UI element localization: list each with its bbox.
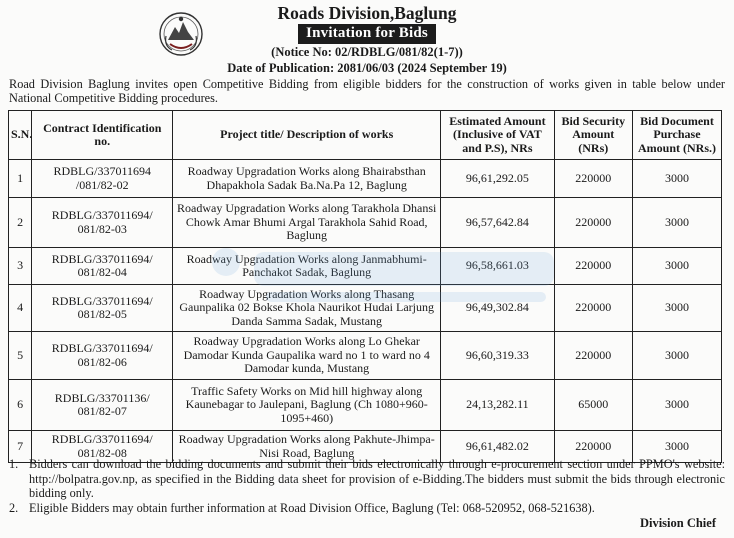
cell-sn: 3 xyxy=(9,248,32,285)
note-text: Eligible Bidders may obtain further information at Road Division Office, Baglung (Tel: 068-520952, 068-521638). xyxy=(29,500,595,515)
cell-estimated-amount: 96,60,319.33 xyxy=(441,332,554,380)
table-row xyxy=(9,198,722,248)
notes-section xyxy=(9,457,725,515)
cell-estimated-amount: 96,61,292.05 xyxy=(441,160,554,198)
note-item xyxy=(9,501,725,516)
note-item xyxy=(9,457,725,501)
cell-project-title: Roadway Upgradation Works along Pakhute-Jhimpa-Nisi Road, Baglung xyxy=(173,431,441,463)
header-project: Project title/ Description of works xyxy=(173,111,441,160)
publication-date: Date of Publication: 2081/06/03 (2024 September 19) xyxy=(227,61,507,75)
cell-sn: 7 xyxy=(9,431,32,463)
cell-document-fee: 3000 xyxy=(632,332,721,380)
note-number: 1. xyxy=(9,457,19,471)
cell-contract-id xyxy=(32,285,173,332)
cell-project-title: Roadway Upgradation Works along Bhairabsthan Dhapakhola Sadak Ba.Na.Pa 12, Baglung xyxy=(173,160,441,198)
header-contract-id: Contract Identification no. xyxy=(32,111,173,160)
cell-contract-id xyxy=(32,160,173,198)
cell-bid-security: 220000 xyxy=(554,248,632,285)
contract-id-line: RDBLG/33701136/ xyxy=(54,390,150,405)
cell-sn: 1 xyxy=(9,160,32,198)
contract-id-line: RDBLG/337011694/ xyxy=(51,251,153,266)
contract-id-line: RDBLG/337011694/ xyxy=(51,432,153,447)
contract-id-line: 081/82-07 xyxy=(77,404,127,418)
note-text: Bidders can download the bidding documents and submit their bids electronically through e-procurement section under PPMO's website: http://bolpatra.gov.np, as specified in the Bidding data sheet for provision of e-Bidding.The bidders must submit the bids through electronic bidding only. xyxy=(29,457,725,501)
table-row xyxy=(9,332,722,380)
cell-project-title: Roadway Upgradation Works along Lo Ghekar Damodar Kunda Gaupalika ward no 1 to ward no 4 Damodar kunda, Mustang xyxy=(173,332,441,380)
cell-sn: 6 xyxy=(9,380,32,431)
cell-bid-security: 220000 xyxy=(554,431,632,463)
intro-paragraph: Road Division Baglung invites open Competitive Bidding from eligible bidders for the construction of works given in table below under National Competitive Bidding procedures. xyxy=(9,77,725,105)
cell-project-title: Roadway Upgradation Works along Tarakhola Dhansi Chowk Amar Bhumi Argal Tarakhola Sahid Road, Baglung xyxy=(173,198,441,248)
office-name: Roads Division,Baglung xyxy=(277,3,457,23)
cell-project-title: Traffic Safety Works on Mid hill highway along Kaunebagar to Jaulepani, Baglung (Ch 1080+960-1095+460) xyxy=(173,380,441,431)
table-row xyxy=(9,380,722,431)
cell-bid-security: 65000 xyxy=(554,380,632,431)
title-banner xyxy=(0,24,734,44)
contract-id-line: RDBLG/337011694/ xyxy=(51,341,153,356)
cell-sn: 4 xyxy=(9,285,32,332)
cell-document-fee: 3000 xyxy=(632,431,721,463)
cell-contract-id xyxy=(32,332,173,380)
cell-estimated-amount: 96,58,661.03 xyxy=(441,248,554,285)
note-number: 2. xyxy=(9,500,19,515)
table-row xyxy=(9,160,722,198)
notice-title: Invitation for Bids xyxy=(298,24,436,44)
header-estimated: Estimated Amount (Inclusive of VAT and P.S), NRs xyxy=(441,111,554,160)
cell-bid-security: 220000 xyxy=(554,198,632,248)
table-row xyxy=(9,285,722,332)
contract-id-line: 081/82-06 xyxy=(77,354,127,369)
contract-id-line: /081/82-02 xyxy=(75,177,129,192)
cell-contract-id xyxy=(32,198,173,248)
cell-document-fee: 3000 xyxy=(632,198,721,248)
table-header-row xyxy=(9,111,722,160)
contract-id-line: 081/82-08 xyxy=(77,445,127,460)
cell-document-fee: 3000 xyxy=(632,248,721,285)
cell-estimated-amount: 96,57,642.84 xyxy=(441,198,554,248)
table-row xyxy=(9,248,722,285)
contract-id-line: 081/82-04 xyxy=(77,265,127,279)
cell-bid-security: 220000 xyxy=(554,332,632,380)
cell-sn: 2 xyxy=(9,198,32,248)
cell-estimated-amount: 96,61,482.02 xyxy=(441,431,554,463)
cell-project-title: Roadway Upgradation Works along Janmabhumi-Panchakot Sadak, Baglung xyxy=(173,248,441,285)
contract-id-line: 081/82-05 xyxy=(77,307,127,321)
contract-id-line: RDBLG/337011694 xyxy=(53,164,152,179)
header-document: Bid Document Purchase Amount (NRs.) xyxy=(632,111,721,160)
cell-contract-id xyxy=(32,248,173,285)
contract-id-line: RDBLG/337011694/ xyxy=(51,208,153,223)
cell-bid-security: 220000 xyxy=(554,160,632,198)
cell-document-fee: 3000 xyxy=(632,160,721,198)
contract-id-line: RDBLG/337011694/ xyxy=(51,293,153,308)
contract-id-line: 081/82-03 xyxy=(77,221,127,236)
cell-document-fee: 3000 xyxy=(632,285,721,332)
cell-estimated-amount: 24,13,282.11 xyxy=(441,380,554,431)
cell-document-fee: 3000 xyxy=(632,380,721,431)
signature: Division Chief xyxy=(639,516,716,530)
notice-number: (Notice No: 02/RDBLG/081/82(1-7)) xyxy=(271,45,463,59)
cell-estimated-amount: 96,49,302.84 xyxy=(441,285,554,332)
cell-bid-security: 220000 xyxy=(554,285,632,332)
cell-contract-id xyxy=(32,380,173,431)
header-sn: S.N. xyxy=(9,111,32,160)
bids-table xyxy=(8,110,722,463)
cell-sn: 5 xyxy=(9,332,32,380)
cell-project-title: Roadway Upgradation Works along Thasang Gaunpalika 02 Bokse Khola Naurikot Hudai Larjung Danda Samma Sadak, Mustang xyxy=(173,285,441,332)
header-security: Bid Security Amount (NRs) xyxy=(554,111,632,160)
